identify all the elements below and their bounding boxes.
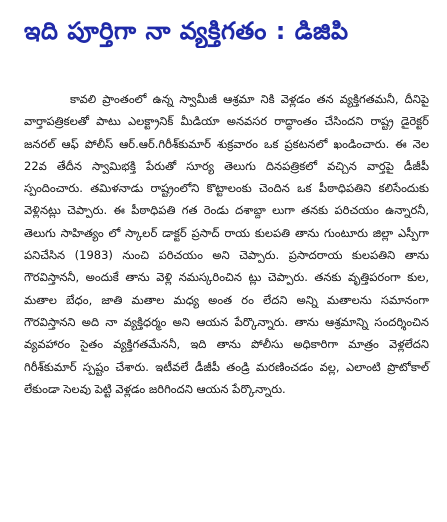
article-headline: ఇది పూర్తిగా నా వ్యక్తిగతం : డిజిపి bbox=[24, 17, 349, 45]
article-body: కావలి ప్రాంతంలో ఉన్న స్వామీజీ ఆశ్రమా నికి వెళ్లడం తన వ్యక్తిగతమనీ, దీనిపై వార్తాపత్రికలతో పాటు ఎలక్ట్రానిక్ మీడియా అనవసర రాద్ధాంతం చేసిందని రాష్ట్ర డైరెక్టర్ జనరల్ ఆఫ్ పోలీస్ ఆర్.ఆర్.గిరీశ్‌కుమార్ శుక్రవారం ఒక ప్రకటనలో ఖండించారు. ఈ నెల 22వ తేదీన స్వామిభక్తి పేరుతో సూర్య తెలుగు దినపత్రికలో వచ్చిన వార్తపై డీజీపీ స్పందించారు. తమిళనాడు రాష్ట్రంలోని కొట్టాలంకు చెందిన ఒక పీఠాధిపతిని కలిసేందుకు వెళ్లినట్లు చెప్పారు. ఈ పీఠాధిపతి గత రెండు దశాబ్దా లుగా తనకు పరిచయం ఉన్నారనీ, తెలుగు సాహిత్యం లో స్కాలర్ డాక్టర్ ప్రసాద్ రాయ కులపతి తాను గుంటూరు జిల్లా ఎస్పీగా పనిచేసిన (1983) నుంచి పరిచయం అని చెప్పారు. ప్రసాదరాయ కులపతిని తాను గౌరవిస్తాననీ, అందుకే తాను వెళ్లి నమస్కరించిన ట్లు చెప్పారు. తనకు వృత్తిపరంగా కుల, మతాల బేధం, జాతి మతాల మధ్య అంత రం లేదని అన్ని మతాలను సమానంగా గౌరవిస్తానని అది నా వ్యక్తిధర్మం అని ఆయన పేర్కొన్నారు. తాను ఆశ్రమాన్ని సందర్శించిన వ్యవహారం సైతం వ్యక్తిగతమేననీ, ఇది తాను పోలీసు అధికారిగా మాత్రం వెళ్లలేదని గిరీశ్‌కుమార్ స్పష్టం చేశారు. ఇటీవలే డీజీపీ తండ్రి మరణించడం వల్ల, ఎలాంటి ప్రొటోకాల్ లేకుండా సెలవు పెట్టి వెళ్లడం జరిగిందని ఆయన పేర్కొన్నారు. bbox=[24, 92, 429, 396]
